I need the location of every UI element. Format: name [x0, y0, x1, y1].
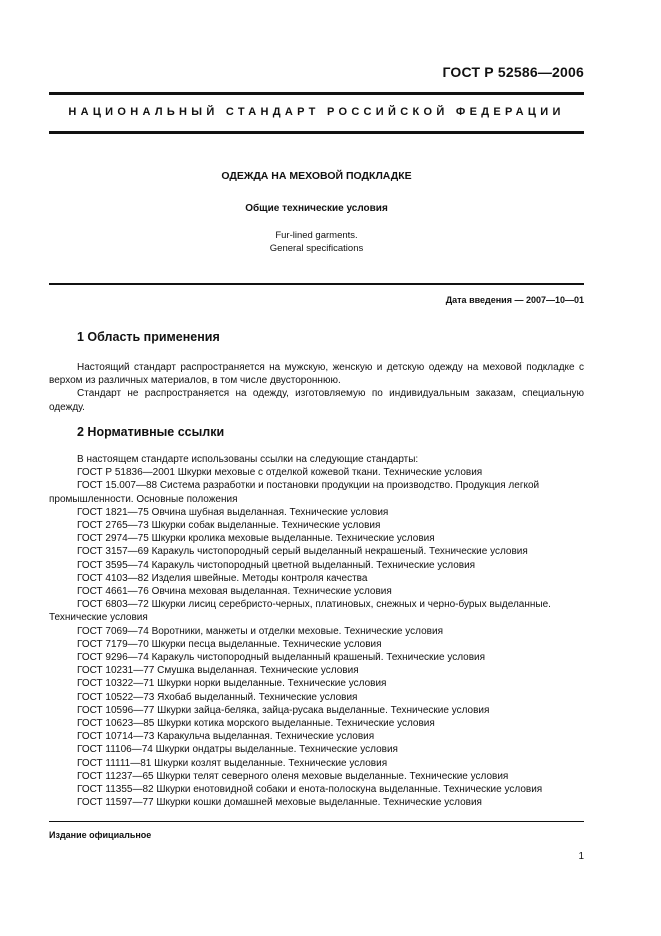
reference-title: Смушка выделанная. Технические условия	[157, 665, 359, 677]
reference-code: ГОСТ 10322—71	[77, 678, 155, 690]
reference-item	[49, 466, 584, 479]
reference-title: Шкурки кошки домашней меховые выделанные. Технические условия	[156, 797, 482, 809]
reference-item	[49, 691, 584, 704]
reference-item	[49, 757, 584, 770]
document-id: ГОСТ Р 52586—2006	[442, 64, 584, 80]
reference-code: ГОСТ 3157—69	[77, 546, 149, 558]
reference-code: ГОСТ 2974—75	[77, 533, 149, 545]
reference-code: ГОСТ 15.007—88	[77, 480, 158, 492]
reference-item	[49, 664, 584, 677]
reference-code: ГОСТ 10623—85	[77, 718, 155, 730]
reference-item	[49, 770, 584, 783]
reference-code: ГОСТ 7069—74	[77, 625, 149, 637]
reference-title: Шкурки песца выделанные. Технические условия	[151, 638, 382, 650]
reference-title: Каракульча выделанная. Технические условия	[157, 731, 375, 743]
references-list	[49, 453, 584, 809]
reference-item	[49, 519, 584, 532]
reference-title: Шкурки меховые с отделкой кожевой ткани. Технические условия	[177, 467, 483, 479]
references-intro: В настоящем стандарте использованы ссылки на следующие стандарты:	[77, 454, 419, 465]
reference-code: ГОСТ 11355—82	[77, 784, 154, 796]
reference-title: Каракуль чистопородный цветной выделанный. Технические условия	[151, 559, 476, 571]
reference-code: ГОСТ 4103—82	[77, 572, 149, 584]
reference-code: ГОСТ 11597—77	[77, 797, 154, 809]
english-title-line1: Fur-lined garments.	[275, 230, 358, 241]
reference-item	[49, 506, 584, 519]
reference-code: ГОСТ 11106—74	[77, 744, 153, 756]
reference-code: ГОСТ 9296—74	[77, 652, 149, 664]
reference-item	[49, 598, 584, 624]
reference-item	[49, 532, 584, 545]
reference-code: ГОСТ 2765—73	[77, 520, 149, 532]
section-1-paragraph-2: Стандарт не распространяется на одежду, изготовляемую по индивидуальным заказам, специальную одежду.	[49, 388, 584, 413]
reference-title: Шкурки лисиц серебристо-черных, платиновых, снежных и черно-бурых выделанные. Технические условия	[49, 599, 551, 624]
reference-code: ГОСТ 1821—75	[77, 506, 149, 518]
reference-item	[49, 743, 584, 756]
reference-code: ГОСТ 10596—77	[77, 704, 155, 716]
reference-item	[49, 638, 584, 651]
reference-title: Каракуль чистопородный серый выделанный некрашеный. Технические условия	[151, 546, 528, 558]
reference-title: Шкурки енотовидной собаки и енота-полоскуна выделанные. Технические условия	[156, 784, 543, 796]
standard-banner: НАЦИОНАЛЬНЫЙ СТАНДАРТ РОССИЙСКОЙ ФЕДЕРАЦИИ	[68, 106, 565, 118]
reference-item	[49, 730, 584, 743]
english-title-line2: General specifications	[269, 243, 364, 254]
section-1-body	[49, 361, 584, 414]
reference-item	[49, 572, 584, 585]
reference-title: Шкурки собак выделанные. Технические условия	[151, 520, 381, 532]
reference-item	[49, 717, 584, 730]
reference-item	[49, 479, 584, 505]
reference-code: ГОСТ 11111—81	[77, 757, 152, 769]
reference-title: Шкурки норки выделанные. Технические условия	[157, 678, 387, 690]
section-2-heading: 2 Нормативные ссылки	[77, 425, 225, 439]
header-rule	[49, 92, 584, 95]
document-subtitle: Общие технические условия	[245, 203, 388, 214]
reference-title: Воротники, манжеты и отделки меховые. Технические условия	[151, 625, 443, 637]
official-edition-label: Издание официальное	[49, 830, 152, 840]
reference-title: Шкурки козлят выделанные. Технические условия	[154, 757, 388, 769]
reference-title: Изделия швейные. Методы контроля качества	[151, 572, 368, 584]
footer-rule	[49, 821, 584, 822]
page-number: 1	[578, 851, 584, 862]
reference-item	[49, 625, 584, 638]
reference-code: ГОСТ 6803—72	[77, 599, 149, 611]
reference-item	[49, 704, 584, 717]
reference-item	[49, 651, 584, 664]
reference-title: Овчина шубная выделанная. Технические условия	[151, 506, 389, 518]
reference-title: Каракуль чистопородный выделанный крашеный. Технические условия	[151, 652, 486, 664]
title-rule	[49, 283, 584, 285]
section-1-paragraph-1: Настоящий стандарт распространяется на мужскую, женскую и детскую одежду на меховой подкладке с верхом из различных материалов, в том числе двустороннюю.	[49, 362, 584, 387]
reference-code: ГОСТ 11237—65	[77, 770, 154, 782]
reference-item	[49, 559, 584, 572]
reference-item	[49, 796, 584, 809]
document-title: ОДЕЖДА НА МЕХОВОЙ ПОДКЛАДКЕ	[221, 170, 412, 182]
section-1-heading: 1 Область применения	[77, 330, 220, 344]
reference-item	[49, 545, 584, 558]
reference-code: ГОСТ 7179—70	[77, 638, 149, 650]
reference-title: Шкурки зайца-беляка, зайца-русака выделанные. Технические условия	[157, 704, 490, 716]
reference-code: ГОСТ 10714—73	[77, 731, 155, 743]
reference-code: ГОСТ 4661—76	[77, 586, 149, 598]
reference-title: Шкурки ондатры выделанные. Технические условия	[155, 744, 398, 756]
reference-code: ГОСТ Р 51836—2001	[77, 467, 175, 479]
reference-title: Яхобаб выделанный. Технические условия	[157, 691, 358, 703]
reference-item	[49, 783, 584, 796]
reference-title: Овчина меховая выделанная. Технические условия	[151, 586, 392, 598]
banner-rule	[49, 131, 584, 134]
english-title	[49, 229, 584, 255]
reference-code: ГОСТ 3595—74	[77, 559, 149, 571]
reference-title: Система разработки и постановки продукции на производство. Продукция легкой промышленности. Основные положения	[49, 480, 540, 505]
effective-date: Дата введения — 2007—10—01	[445, 295, 584, 305]
reference-code: ГОСТ 10231—77	[77, 665, 155, 677]
reference-title: Шкурки котика морского выделанные. Технические условия	[157, 718, 435, 730]
reference-item	[49, 677, 584, 690]
references-container	[49, 466, 584, 809]
reference-title: Шкурки телят северного оленя меховые выделанные. Технические условия	[156, 770, 509, 782]
reference-title: Шкурки кролика меховые выделанные. Технические условия	[151, 533, 435, 545]
reference-code: ГОСТ 10522—73	[77, 691, 155, 703]
reference-item	[49, 585, 584, 598]
